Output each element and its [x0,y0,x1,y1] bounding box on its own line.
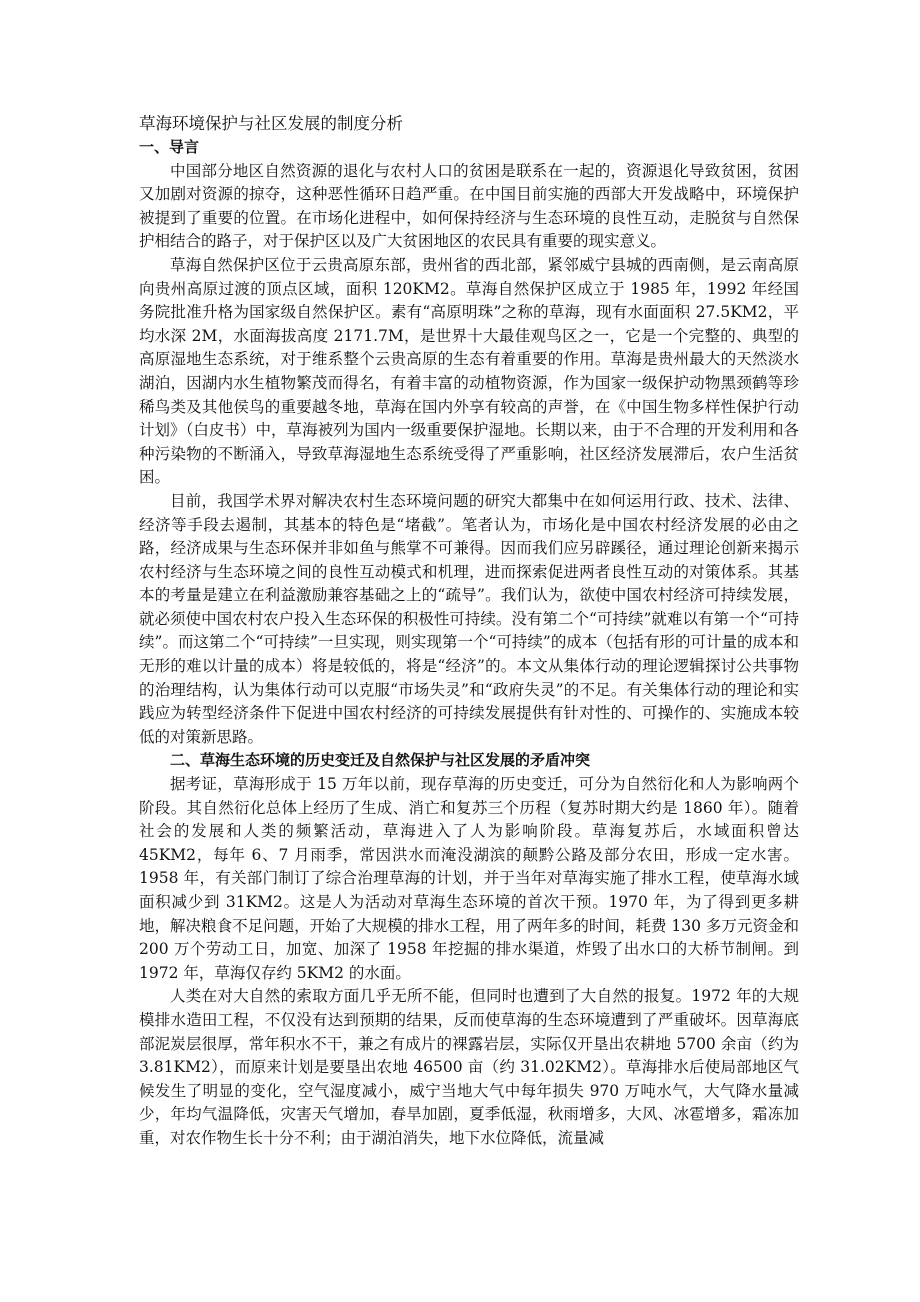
paragraph: 人类在对大自然的索取方面几乎无所不能，但同时也遭到了大自然的报复。1972 年的大规模排水造田工程，不仅没有达到预期的结果，反而使草海的生态环境遭到了严重破坏。因草海底部泥炭层很厚，常年积水不干，兼之有成片的裸露岩层，实际仅开垦出农耕地 5700 余亩（约为 3.81KM2），而原来计划是要垦出农地 46500 亩（约 31.02KM2）。草海排水后使局部地区气候发生了明显的变化，空气湿度减小，威宁当地大气中每年损失 970 万吨水气，大气降水量减少，年均气温降低，灾害天气增加，春旱加剧，夏季低湿，秋雨增多，大风、冰雹增多，霜冻加重，对农作物生长十分不利；由于湖泊消失，地下水位降低，流量减 [139,987,799,1147]
paragraph: 草海自然保护区位于云贵高原东部，贵州省的西北部，紧邻威宁县城的西南侧，是云南高原向贵州高原过渡的顶点区域，面积 120KM2。草海自然保护区成立于 1985 年，1992 年经国务院批准升格为国家级自然保护区。素有“高原明珠”之称的草海，现有水面面积 27.5KM2，平均水深 2M，水面海拔高度 2171.7M，是世界十大最佳观鸟区之一，它是一个完整的、典型的高原湿地生态系统，对于维系整个云贵高原的生态有着重要的作用。草海是贵州最大的天然淡水湖泊，因湖内水生植物繁茂而得名，有着丰富的动植物资源，作为国家一级保护动物黑颈鹤等珍稀鸟类及其他侯鸟的重要越冬地，草海在国内外享有较高的声誉，在《中国生物多样性保护行动计划》（白皮书）中，草海被列为国内一级重要保护湿地。长期以来，由于不合理的开发利用和各种污染物的不断涌入，导致草海湿地生态系统受得了严重影响，社区经济发展滞后，农户生活贫困。 [139,255,799,487]
paragraph: 中国部分地区自然资源的退化与农村人口的贫困是联系在一起的，资源退化导致贫困，贫困又加剧对资源的掠夺，这种恶性循环日趋严重。在中国目前实施的西部大开发战略中，环境保护被提到了重要的位置。在市场化进程中，如何保持经济与生态环境的良性互动，走脱贫与自然保护相结合的路子，对于保护区以及广大贫困地区的农民具有重要的现实意义。 [139,161,799,251]
section-heading-intro: 一、导言 [139,138,200,156]
paragraph: 目前，我国学术界对解决农村生态环境问题的研究大都集中在如何运用行政、技术、法律、经济等手段去遏制，其基本的特色是“堵截”。笔者认为，市场化是中国农村经济发展的必由之路，经济成果与生态环保并非如鱼与熊掌不可兼得。因而我们应另辟蹊径，通过理论创新来揭示农村经济与生态环境之间的良性互动模式和机理，进而探索促进两者良性互动的对策体系。其基本的考量是建立在利益激励兼容基础之上的“疏导”。我们认为，欲使中国农村经济可持续发展，就必须使中国农村农户投入生态环保的积极性可持续。没有第二个“可持续”就难以有第一个“可持续”。而这第二个“可持续”一旦实现，则实现第一个“可持续”的成本（包括有形的可计量的成本和无形的难以计量的成本）将是较低的，将是“经济”的。本文从集体行动的理论逻辑探讨公共事物的治理结构，认为集体行动可以克服“市场失灵”和“政府失灵”的不足。有关集体行动的理论和实践应为转型经济条件下促进中国农村经济的可持续发展提供有针对性的、可操作的、实施成本较低的对策新思路。 [139,491,799,746]
section-heading-history: 二、草海生态环境的历史变迁及自然保护与社区发展的矛盾冲突 [170,751,591,770]
paragraph: 据考证，草海形成于 15 万年以前，现存草海的历史变迁，可分为自然衍化和人为影响两个阶段。其自然衍化总体上经历了生成、消亡和复苏三个历程（复苏时期大约是 1860 年）。随着社会的发展和人类的频繁活动，草海进入了人为影响阶段。草海复苏后，水域面积曾达 45KM2，每年 6、7 月雨季，常因洪水而淹没湖滨的颠黔公路及部分农田，形成一定水害。1958 年，有关部门制订了综合治理草海的计划，并于当年对草海实施了排水工程，使草海水域面积减少到 31KM2。这是人为活动对草海生态环境的首次干预。1970 年，为了得到更多耕地，解决粮食不足问题，开始了大规模的排水工程，用了两年多的时间，耗费 130 多万元资金和 200 万个劳动工日，加宽、加深了 1958 年挖掘的排水渠道，炸毁了出水口的大桥节制闸。到 1972 年，草海仅存约 5KM2 的水面。 [139,775,799,982]
document-title: 草海环境保护与社区发展的制度分析 [139,114,403,133]
document-page [139,112,799,1151]
